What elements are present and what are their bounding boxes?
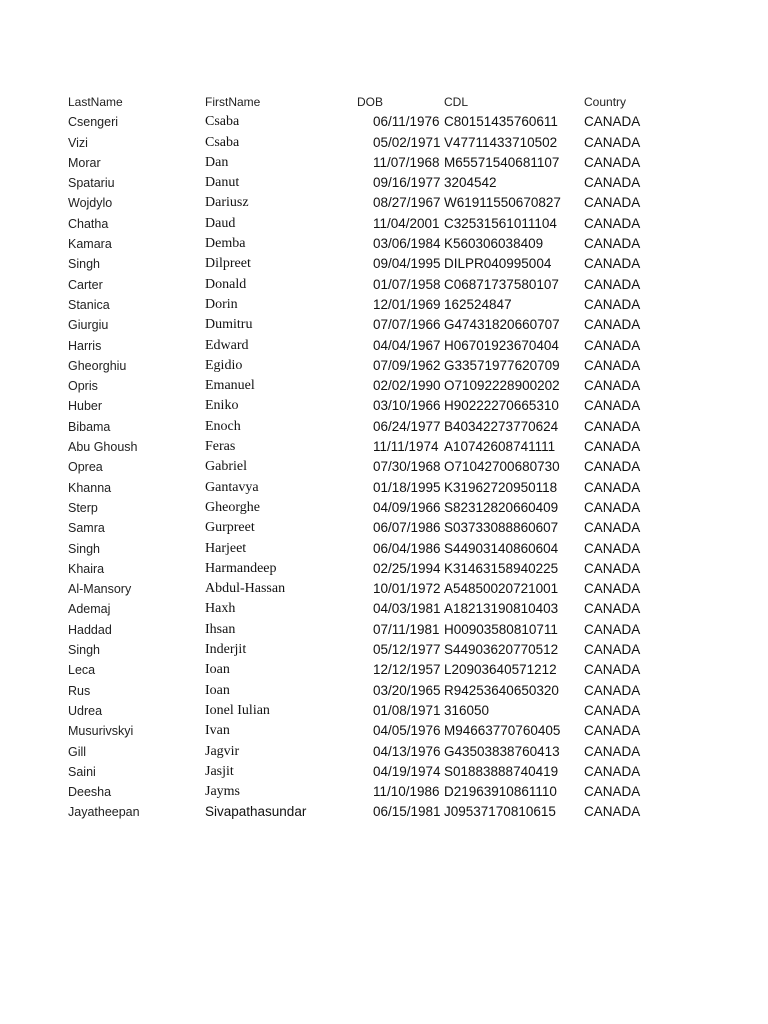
cell-lastname: Spatariu — [68, 176, 115, 191]
cell-lastname: Haddad — [68, 622, 112, 637]
cell-country: CANADA — [584, 439, 641, 455]
table-row — [0, 295, 768, 315]
cell-firstname: Ioan — [205, 662, 230, 678]
cell-cdl: S82312820660409 — [444, 499, 559, 515]
data-table — [0, 92, 768, 823]
cell-lastname: Deesha — [68, 785, 112, 800]
cell-cdl: M65571540681107 — [444, 154, 560, 170]
table-row — [0, 315, 768, 335]
cell-lastname: Huber — [68, 399, 103, 414]
cell-lastname: Carter — [68, 277, 103, 292]
table-row — [0, 478, 768, 498]
cell-dob: 05/02/1971 — [373, 134, 441, 150]
table-row — [0, 640, 768, 660]
cell-country: CANADA — [584, 317, 641, 333]
table-row — [0, 112, 768, 132]
cell-country: CANADA — [584, 784, 641, 800]
table-row — [0, 762, 768, 782]
header-row — [0, 92, 768, 112]
cell-firstname: Haxh — [205, 601, 236, 617]
table-row — [0, 782, 768, 802]
cell-country: CANADA — [584, 175, 641, 191]
cell-cdl: M94663770760405 — [444, 723, 561, 739]
cell-dob: 09/04/1995 — [373, 256, 441, 272]
cell-cdl: H00903580810711 — [444, 621, 558, 637]
cell-cdl: O71042700680730 — [444, 459, 560, 475]
cell-dob: 12/01/1969 — [373, 296, 441, 312]
cell-cdl: K31463158940225 — [444, 560, 559, 576]
cell-cdl: S01883888740419 — [444, 763, 559, 779]
cell-dob: 03/20/1965 — [373, 682, 441, 698]
cell-lastname: Saini — [68, 764, 96, 779]
cell-firstname: Jasjit — [205, 763, 234, 779]
cell-cdl: G47431820660707 — [444, 317, 560, 333]
cell-dob: 05/12/1977 — [373, 642, 441, 658]
table-row — [0, 599, 768, 619]
cell-country: CANADA — [584, 296, 641, 312]
cell-country: CANADA — [584, 459, 641, 475]
cell-cdl: A10742608741111 — [444, 439, 556, 455]
cell-dob: 07/09/1962 — [373, 357, 441, 373]
table-row — [0, 214, 768, 234]
cell-cdl: C32531561011104 — [444, 215, 557, 231]
cell-dob: 11/07/1968 — [373, 154, 440, 170]
table-row — [0, 336, 768, 356]
cell-firstname: Edward — [205, 337, 249, 353]
cell-lastname: Chatha — [68, 216, 109, 231]
cell-dob: 03/10/1966 — [373, 398, 441, 414]
cell-lastname: Csengeri — [68, 115, 119, 130]
cell-firstname: Ihsan — [205, 621, 236, 637]
table-row — [0, 701, 768, 721]
cell-dob: 06/24/1977 — [373, 418, 441, 434]
cell-firstname: Danut — [205, 175, 240, 191]
cell-firstname: Ivan — [205, 723, 230, 739]
table-row — [0, 539, 768, 559]
cell-country: CANADA — [584, 418, 641, 434]
cell-firstname: Feras — [205, 439, 236, 455]
cell-dob: 09/16/1977 — [373, 175, 441, 191]
cell-country: CANADA — [584, 398, 641, 414]
cell-lastname: Stanica — [68, 297, 110, 312]
cell-country: CANADA — [584, 560, 641, 576]
cell-dob: 11/04/2001 — [373, 215, 440, 231]
cell-lastname: Sterp — [68, 500, 98, 515]
cell-country: CANADA — [584, 702, 641, 718]
cell-firstname: Harjeet — [205, 540, 247, 556]
header-lastname: LastName — [68, 95, 123, 109]
cell-lastname: Samra — [68, 521, 105, 536]
cell-country: CANADA — [584, 195, 641, 211]
cell-country: CANADA — [584, 256, 641, 272]
cell-lastname: Vizi — [68, 135, 88, 150]
cell-country: CANADA — [584, 215, 641, 231]
cell-firstname: Enoch — [205, 418, 241, 434]
cell-country: CANADA — [584, 743, 641, 759]
cell-firstname: Inderjit — [205, 642, 247, 658]
cell-lastname: Leca — [68, 663, 96, 678]
cell-cdl: DILPR040995004 — [444, 256, 552, 272]
cell-dob: 11/11/1974 — [373, 439, 439, 455]
cell-dob: 01/07/1958 — [373, 276, 441, 292]
cell-country: CANADA — [584, 378, 641, 394]
cell-firstname: Ioan — [205, 682, 230, 698]
cell-lastname: Rus — [68, 683, 91, 698]
cell-firstname: Dumitru — [205, 317, 253, 333]
cell-cdl: K31962720950118 — [444, 479, 558, 495]
table-row — [0, 193, 768, 213]
cell-dob: 04/03/1981 — [373, 601, 441, 617]
cell-country: CANADA — [584, 804, 641, 820]
cell-dob: 04/09/1966 — [373, 499, 441, 515]
cell-firstname: Gabriel — [205, 459, 247, 475]
cell-country: CANADA — [584, 723, 641, 739]
cell-lastname: Singh — [68, 257, 100, 272]
table-row — [0, 173, 768, 193]
cell-lastname: Oprea — [68, 460, 103, 475]
cell-dob: 07/11/1981 — [373, 621, 440, 637]
cell-lastname: Opris — [68, 379, 98, 394]
table-body — [0, 112, 768, 822]
cell-country: CANADA — [584, 601, 641, 617]
cell-country: CANADA — [584, 114, 641, 130]
cell-lastname: Jayatheepan — [68, 805, 140, 820]
table-row — [0, 133, 768, 153]
cell-cdl: 162524847 — [444, 296, 512, 312]
cell-cdl: B40342273770624 — [444, 418, 559, 434]
cell-country: CANADA — [584, 357, 641, 373]
cell-firstname: Demba — [205, 236, 246, 252]
table-row — [0, 153, 768, 173]
cell-cdl: G33571977620709 — [444, 357, 560, 373]
cell-cdl: 316050 — [444, 702, 490, 718]
cell-firstname: Gurpreet — [205, 520, 255, 536]
cell-dob: 02/02/1990 — [373, 378, 441, 394]
cell-firstname: Dilpreet — [205, 256, 251, 272]
header-cdl: CDL — [444, 95, 469, 109]
cell-dob: 11/10/1986 — [373, 784, 440, 800]
cell-lastname: Singh — [68, 643, 100, 658]
cell-dob: 04/19/1974 — [373, 763, 441, 779]
table-row — [0, 579, 768, 599]
header-country: Country — [584, 95, 627, 109]
cell-dob: 02/25/1994 — [373, 560, 441, 576]
cell-lastname: Harris — [68, 338, 102, 353]
cell-lastname: Morar — [68, 155, 101, 170]
table-row — [0, 498, 768, 518]
table-row — [0, 254, 768, 274]
cell-firstname: Ionel Iulian — [205, 702, 270, 718]
cell-dob: 07/30/1968 — [373, 459, 441, 475]
cell-firstname: Dan — [205, 154, 229, 170]
cell-cdl: C06871737580107 — [444, 276, 559, 292]
table-row — [0, 681, 768, 701]
cell-dob: 07/07/1966 — [373, 317, 441, 333]
table-row — [0, 802, 768, 822]
table-row — [0, 417, 768, 437]
cell-lastname: Wojdylo — [68, 196, 113, 211]
table-row — [0, 660, 768, 680]
cell-country: CANADA — [584, 540, 641, 556]
cell-cdl: K560306038409 — [444, 236, 544, 252]
cell-dob: 06/15/1981 — [373, 804, 441, 820]
cell-firstname: Csaba — [205, 134, 240, 150]
cell-cdl: 3204542 — [444, 175, 497, 191]
cell-dob: 03/06/1984 — [373, 236, 441, 252]
cell-lastname: Gill — [68, 744, 87, 759]
cell-cdl: S44903140860604 — [444, 540, 559, 556]
cell-dob: 08/27/1967 — [373, 195, 441, 211]
cell-lastname: Bibama — [68, 419, 111, 434]
cell-dob: 01/18/1995 — [373, 479, 441, 495]
table-row — [0, 721, 768, 741]
cell-cdl: D21963910861110 — [444, 784, 557, 800]
cell-cdl: S03733088860607 — [444, 520, 559, 536]
cell-cdl: A54850020721001 — [444, 581, 559, 597]
cell-lastname: Giurgiu — [68, 318, 109, 333]
table-row — [0, 457, 768, 477]
cell-dob: 06/07/1986 — [373, 520, 441, 536]
cell-dob: 10/01/1972 — [373, 581, 441, 597]
cell-cdl: J09537170810615 — [444, 804, 556, 820]
cell-firstname: Jayms — [205, 784, 240, 800]
cell-cdl: H06701923670404 — [444, 337, 559, 353]
cell-cdl: A18213190810403 — [444, 601, 559, 617]
table-row — [0, 275, 768, 295]
cell-firstname: Abdul-Hassan — [205, 581, 286, 597]
cell-cdl: G43503838760413 — [444, 743, 560, 759]
cell-dob: 04/04/1967 — [373, 337, 441, 353]
cell-firstname: Gheorghe — [205, 499, 260, 515]
cell-dob: 12/12/1957 — [373, 662, 441, 678]
cell-dob: 04/05/1976 — [373, 723, 441, 739]
cell-dob: 06/11/1976 — [373, 114, 440, 130]
cell-country: CANADA — [584, 520, 641, 536]
cell-cdl: W61911550670827 — [444, 195, 561, 211]
cell-firstname: Gantavya — [205, 479, 259, 495]
cell-firstname: Emanuel — [205, 378, 255, 394]
cell-firstname: Eniko — [205, 398, 239, 414]
cell-cdl: V47711433710502 — [444, 134, 558, 150]
cell-firstname: Jagvir — [205, 743, 240, 759]
cell-country: CANADA — [584, 134, 641, 150]
cell-country: CANADA — [584, 621, 641, 637]
cell-firstname: Sivapathasundar — [205, 804, 307, 820]
table-row — [0, 559, 768, 579]
cell-country: CANADA — [584, 479, 641, 495]
cell-lastname: Ademaj — [68, 602, 111, 617]
cell-cdl: O71092228900202 — [444, 378, 560, 394]
cell-country: CANADA — [584, 662, 641, 678]
cell-firstname: Egidio — [205, 357, 243, 373]
cell-country: CANADA — [584, 581, 641, 597]
cell-firstname: Harmandeep — [205, 560, 277, 576]
cell-lastname: Khanna — [68, 480, 112, 495]
cell-firstname: Daud — [205, 215, 236, 231]
cell-firstname: Donald — [205, 276, 247, 292]
cell-dob: 01/08/1971 — [373, 702, 441, 718]
table-row — [0, 396, 768, 416]
cell-lastname: Musurivskyi — [68, 724, 134, 739]
cell-firstname: Csaba — [205, 114, 240, 130]
cell-country: CANADA — [584, 682, 641, 698]
cell-lastname: Singh — [68, 541, 100, 556]
table-row — [0, 356, 768, 376]
header-dob: DOB — [357, 95, 384, 109]
cell-dob: 06/04/1986 — [373, 540, 441, 556]
cell-dob: 04/13/1976 — [373, 743, 441, 759]
cell-country: CANADA — [584, 763, 641, 779]
table-row — [0, 234, 768, 254]
cell-cdl: R94253640650320 — [444, 682, 559, 698]
cell-firstname: Dorin — [205, 296, 238, 312]
cell-lastname: Udrea — [68, 703, 103, 718]
cell-firstname: Dariusz — [205, 195, 249, 211]
cell-cdl: S44903620770512 — [444, 642, 559, 658]
table-row — [0, 620, 768, 640]
cell-country: CANADA — [584, 154, 641, 170]
cell-cdl: L20903640571212 — [444, 662, 557, 678]
cell-lastname: Kamara — [68, 237, 112, 252]
header-firstname: FirstName — [205, 95, 261, 109]
cell-cdl: H90222270665310 — [444, 398, 559, 414]
table-row — [0, 518, 768, 538]
cell-country: CANADA — [584, 276, 641, 292]
cell-cdl: C80151435760611 — [444, 114, 558, 130]
table-row — [0, 376, 768, 396]
cell-country: CANADA — [584, 642, 641, 658]
cell-lastname: Abu Ghoush — [68, 440, 138, 455]
cell-country: CANADA — [584, 499, 641, 515]
cell-country: CANADA — [584, 337, 641, 353]
cell-country: CANADA — [584, 236, 641, 252]
cell-lastname: Gheorghiu — [68, 358, 127, 373]
table-row — [0, 742, 768, 762]
table-row — [0, 437, 768, 457]
cell-lastname: Khaira — [68, 561, 105, 576]
cell-lastname: Al-Mansory — [68, 582, 132, 597]
